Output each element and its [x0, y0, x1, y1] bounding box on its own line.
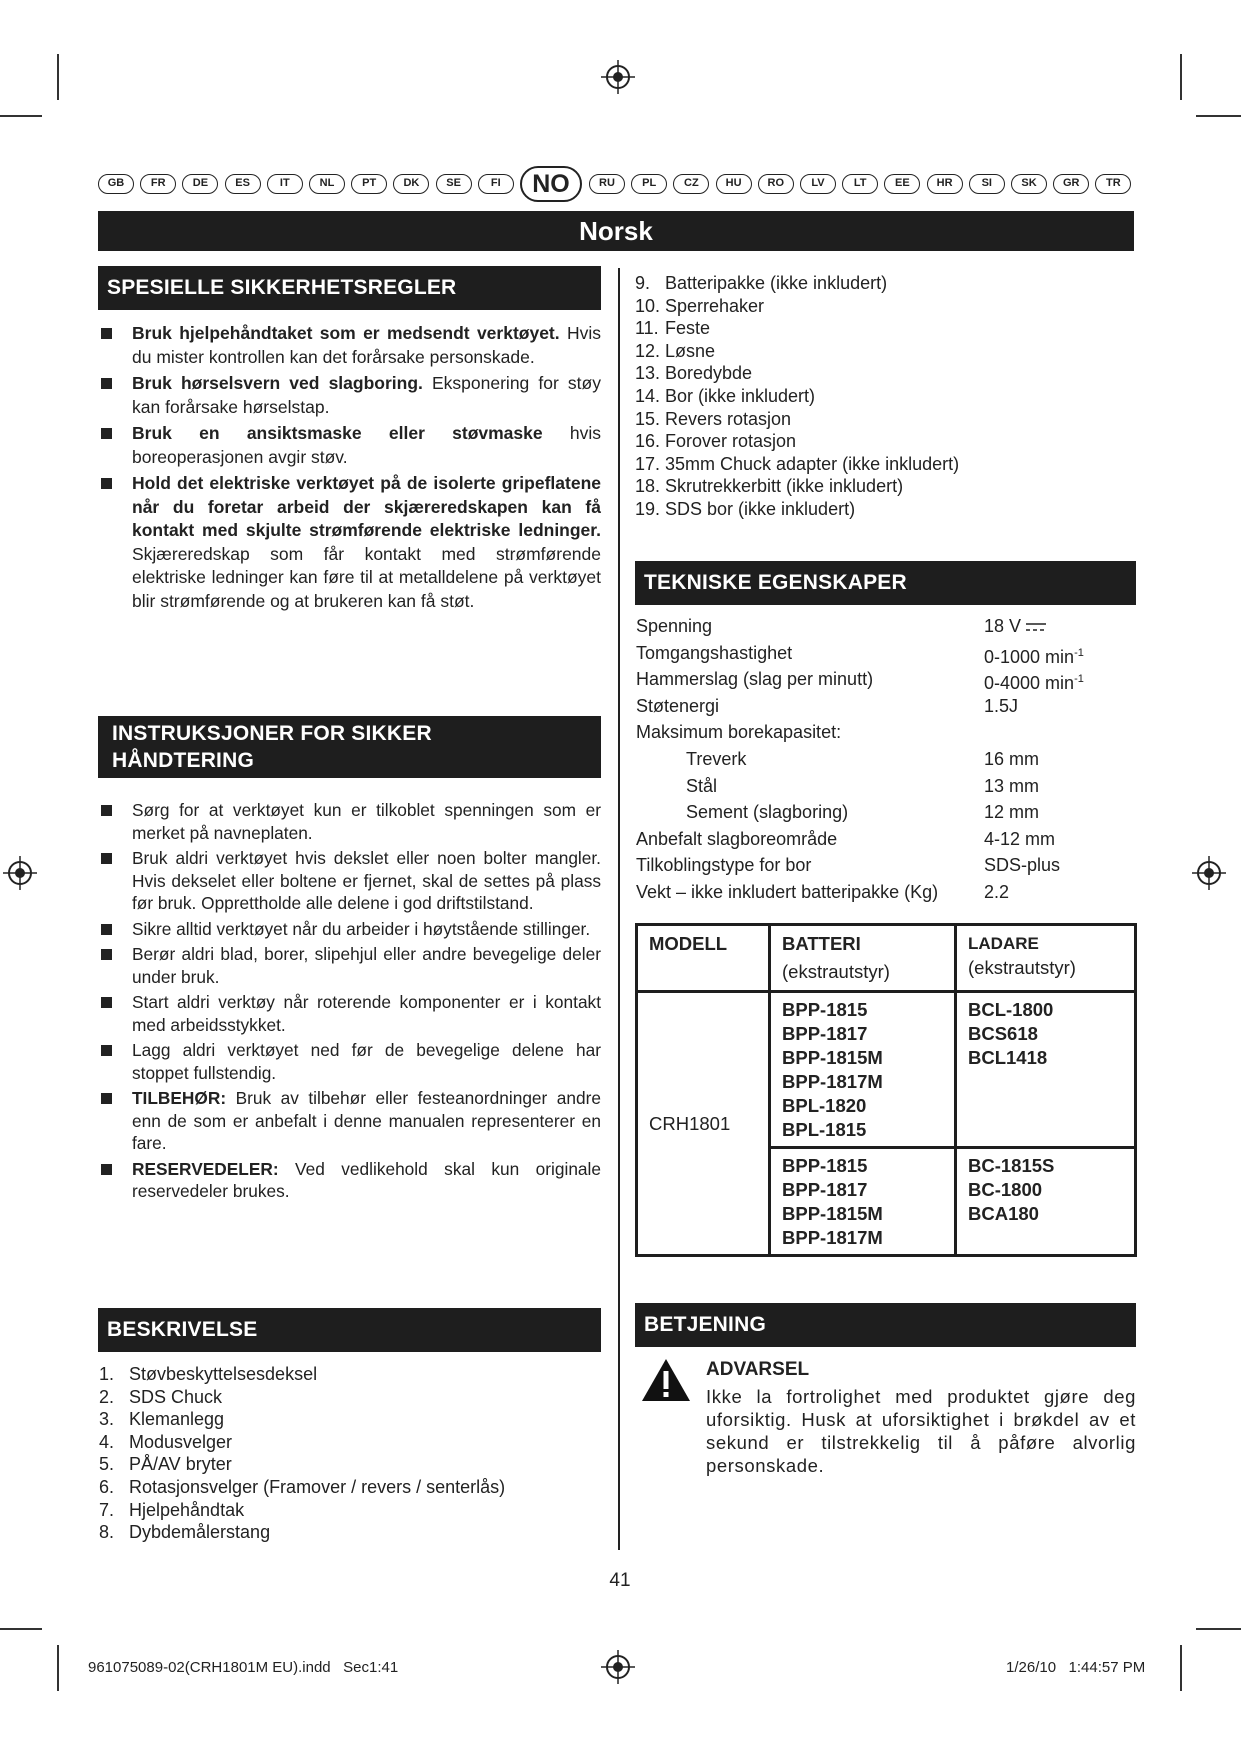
page-number: 41 [609, 1570, 631, 1591]
list-item [635, 453, 1135, 476]
crop-mark [0, 115, 42, 117]
spec-label: Tomgangshastighet [636, 642, 793, 663]
list-item-text: Bor (ikke inkludert) [665, 385, 816, 406]
handling-list [99, 799, 601, 1206]
description-list-continued [635, 272, 1135, 521]
list-item [635, 408, 1135, 431]
language-tab-ro[interactable]: RO [758, 174, 794, 194]
list-item-number: 9. [635, 273, 651, 293]
spec-row [636, 826, 1136, 853]
list-item [99, 1087, 601, 1155]
spec-value: 0-4000 $\min^{-1}$ [984, 673, 1084, 694]
list-item [99, 1386, 599, 1409]
list-item-text: Modusvelger [129, 1431, 233, 1452]
charger-header-sub: (ekstrautstyr) [968, 957, 1076, 978]
list-item [99, 1453, 599, 1476]
list-item [99, 1499, 599, 1522]
spec-row [636, 799, 1136, 826]
list-item-text: Dybdemålerstang [129, 1522, 271, 1543]
operation-heading: BETJENING [635, 1303, 1136, 1347]
battery-model: BPL-1820 [782, 1095, 867, 1116]
table-row [637, 925, 1136, 992]
language-tab-pt[interactable]: PT [351, 174, 387, 194]
battery-model: BPP-1817M [782, 1071, 883, 1092]
spec-label: Støtenergi [636, 695, 720, 716]
spec-label: Maksimum borekapasitet: [636, 722, 842, 743]
language-tab-gb[interactable]: GB [98, 174, 134, 194]
spec-row [636, 852, 1136, 879]
charger-header: LADARE [968, 934, 1039, 953]
list-item [99, 1521, 599, 1544]
safety-list [99, 322, 601, 616]
list-item [635, 430, 1135, 453]
handling-heading [98, 716, 601, 778]
registration-mark-icon [3, 856, 37, 890]
list-item-number: 2. [99, 1386, 115, 1407]
list-item-text: Hjelpehåndtak [129, 1499, 245, 1520]
language-tab-pl[interactable]: PL [631, 174, 667, 194]
list-item-text: hvis boreoperasjonen avgir støv. [132, 423, 602, 467]
list-item [635, 385, 1135, 408]
list-item [99, 1431, 599, 1454]
language-tab-es[interactable]: ES [225, 174, 261, 194]
list-item [99, 943, 601, 988]
list-item-text: Forover rotasjon [665, 431, 797, 452]
list-item-text: Boredybde [665, 363, 753, 384]
handling-heading-line1: INSTRUKSJONER FOR SIKKER [112, 722, 432, 745]
list-item-text: PÅ/AV bryter [129, 1454, 232, 1475]
spec-value: 4-12 mm [984, 828, 1056, 849]
list-item-text: SDS Chuck [129, 1386, 223, 1407]
footer-file-info: 961075089-02(CRH1801M EU).indd Sec1:41 [88, 1659, 399, 1676]
battery-model: BPP-1815 [782, 999, 868, 1020]
spec-label: Sement (slagboring) [686, 802, 849, 823]
list-item-text: Skjæreredskap som får kontakt med strømførende elektriske ledninger kan føre til at metalldelene på verktøyet blir strømførende og at brukeren kan få støt. [132, 543, 601, 611]
list-item [99, 1408, 599, 1431]
language-tab-se[interactable]: SE [436, 174, 472, 194]
list-item [635, 340, 1135, 363]
list-item-text: Start aldri verktøy når roterende komponenter er i kontakt med arbeidsstykket. [132, 992, 601, 1035]
list-item-text: Klemanlegg [129, 1409, 225, 1430]
list-item-number: 6. [99, 1476, 115, 1497]
list-item-number: 16. [635, 431, 661, 452]
table-header-cell [637, 925, 770, 992]
list-item-text: Eksponering for støy kan forårsake hørselstap. [132, 373, 601, 417]
crop-mark [57, 54, 59, 100]
charger-model: BCL-1800 [968, 999, 1054, 1020]
list-item-number: 15. [635, 408, 661, 429]
registration-mark-icon [601, 1650, 635, 1684]
list-item-text: 35mm Chuck adapter (ikke inkludert) [665, 453, 960, 474]
crop-mark [1180, 54, 1182, 100]
specs-heading: TEKNISKE EGENSKAPER [635, 561, 1136, 605]
list-item-text: Revers rotasjon [665, 408, 792, 429]
list-item [99, 847, 601, 915]
warning-text: Ikke la fortrolighet med produktet gjøre deg uforsiktig. Husk at uforsiktighet i brøkdel av et sekund er tilstrekkelig til å påføre alvorlig personskade. [706, 1386, 1136, 1476]
spec-unit-exponent: -1 [1074, 673, 1084, 686]
list-item-text: Ved vedlikehold skal kun originale reservedeler brukes. [132, 1158, 601, 1201]
language-tab-ru[interactable]: RU [589, 174, 625, 194]
crop-mark [1196, 1628, 1241, 1630]
list-item-text: Berør aldri blad, borer, slipehjul eller andre bevegelige deler under bruk. [132, 944, 601, 987]
list-item [99, 372, 601, 419]
list-item-text: Skrutrekkerbitt (ikke inkludert) [665, 476, 904, 497]
column-divider [618, 268, 620, 1550]
list-item [99, 1363, 599, 1386]
language-tab-sk[interactable]: SK [1011, 174, 1047, 194]
battery-model: BPP-1815M [782, 1203, 883, 1224]
battery-model: BPP-1817M [782, 1227, 883, 1248]
spec-row [636, 719, 1136, 746]
spec-label: Stål [686, 775, 718, 796]
list-item [99, 991, 601, 1036]
description-heading: BESKRIVELSE [98, 1308, 601, 1352]
list-item-emphasis: Hold det elektriske verktøyet på de isolerte gripeflatene når du foretar arbeid der skjæreredskapen kan få kontakt med skjulte strømførende elektriske ledninger. [132, 473, 601, 540]
charger-model: BCS618 [968, 1023, 1038, 1044]
list-item-number: 14. [635, 385, 661, 406]
crop-mark [0, 1628, 42, 1630]
list-item [99, 1039, 601, 1084]
spec-row [636, 746, 1136, 773]
language-tab-lt[interactable]: LT [842, 174, 878, 194]
charger-model: BC-1800 [968, 1179, 1043, 1200]
spec-row [636, 640, 1136, 667]
table-row [637, 992, 1136, 1148]
list-item-number: 8. [99, 1522, 115, 1543]
battery-list-cell [770, 992, 956, 1148]
footer-timestamp: 1/26/10 1:44:57 PM [1006, 1659, 1146, 1676]
registration-mark-icon [1192, 856, 1226, 890]
battery-model: BPP-1817 [782, 1179, 868, 1200]
safety-heading: SPESIELLE SIKKERHETSREGLER [98, 266, 601, 310]
charger-list-cell [956, 1148, 1136, 1256]
list-item [99, 422, 601, 469]
list-item-number: 13. [635, 363, 661, 384]
dc-current-icon [1025, 622, 1047, 632]
list-item [635, 498, 1135, 521]
list-item-number: 5. [99, 1454, 115, 1475]
list-item [99, 918, 601, 941]
list-item-text: Hvis du mister kontrollen kan det forårsake personskade. [132, 323, 601, 367]
list-item-text: Sperrehaker [665, 295, 765, 316]
language-tab-dk[interactable]: DK [393, 174, 429, 194]
spec-label: Spenning [636, 616, 713, 636]
language-tab-si[interactable]: SI [969, 174, 1005, 194]
spec-value: 2.2 [984, 881, 1010, 902]
battery-list-cell [770, 1148, 956, 1256]
list-item-text: SDS bor (ikke inkludert) [665, 498, 856, 519]
list-item [99, 1158, 601, 1203]
specs-table [636, 613, 1136, 906]
spec-row [636, 666, 1136, 693]
list-item-emphasis: TILBEHØR: [132, 1088, 227, 1108]
list-item-number: 11. [635, 318, 659, 339]
battery-model: BPL-1815 [782, 1119, 867, 1140]
model-cell [637, 992, 770, 1256]
language-tab-lv[interactable]: LV [800, 174, 836, 194]
language-tab-nl[interactable]: NL [309, 174, 345, 194]
list-item [99, 799, 601, 844]
list-item [99, 1476, 599, 1499]
spec-value: 12 mm [984, 802, 1040, 823]
charger-list-cell [956, 992, 1136, 1148]
language-tab-no[interactable]: NO [520, 166, 582, 202]
description-list [99, 1363, 599, 1544]
list-item-number: 12. [635, 340, 661, 361]
language-tab-fi[interactable]: FI [478, 174, 514, 194]
spec-value: 0-1000 $\min^{-1}$ [984, 646, 1084, 667]
spec-value: 18 V [984, 613, 1047, 640]
list-item-number: 4. [99, 1431, 115, 1452]
list-item-text: Rotasjonsvelger (Framover / revers / senterlås) [129, 1476, 506, 1497]
model-name: CRH1801 [649, 1112, 731, 1134]
crop-mark [1180, 1645, 1182, 1691]
list-item-text: Løsne [665, 340, 716, 361]
registration-mark-icon [601, 60, 635, 94]
crop-mark [1196, 115, 1241, 117]
charger-model: BCL1418 [968, 1047, 1048, 1068]
spec-label: Anbefalt slagboreområde [636, 828, 838, 849]
list-item-number: 18. [635, 476, 661, 497]
list-item-text: Feste [665, 318, 711, 339]
battery-model: BPP-1817 [782, 1023, 868, 1044]
list-item [99, 472, 601, 613]
language-tab-gr[interactable]: GR [1053, 174, 1089, 194]
list-item-text: Bruk av tilbehør eller festeanordninger andre enn de som er anbefalt i denne manualen representerer en fare. [132, 1088, 601, 1153]
battery-model: BPP-1815M [782, 1047, 883, 1068]
list-item-number: 1. [99, 1364, 115, 1384]
list-item [635, 295, 1135, 318]
charger-model: BC-1815S [968, 1155, 1055, 1176]
language-tab-cz[interactable]: CZ [673, 174, 709, 194]
spec-row [636, 879, 1136, 906]
warning-title: ADVARSEL [706, 1359, 810, 1380]
language-tab-hu[interactable]: HU [716, 174, 752, 194]
table-header-cell [770, 925, 956, 992]
list-item-number: 10. [635, 295, 661, 316]
spec-value: 13 mm [984, 775, 1040, 796]
list-item [635, 362, 1135, 385]
list-item [635, 475, 1135, 498]
spec-unit-exponent: -1 [1074, 646, 1084, 659]
list-item-text: Batteripakke (ikke inkludert) [665, 273, 888, 293]
page-title: Norsk [98, 211, 1134, 251]
list-item-number: 17. [635, 453, 661, 474]
language-tab-tr[interactable]: TR [1095, 174, 1131, 194]
list-item [99, 322, 601, 369]
spec-label: Tilkoblingstype for bor [636, 855, 812, 876]
table-header-cell [956, 925, 1136, 992]
handling-heading-line2: HÅNDTERING [112, 749, 254, 772]
spec-value: SDS-plus [984, 855, 1061, 876]
spec-row [636, 693, 1136, 720]
spec-label: Treverk [686, 748, 747, 769]
warning-icon [640, 1357, 692, 1403]
list-item-number: 3. [99, 1409, 115, 1430]
language-tab-it[interactable]: IT [267, 174, 303, 194]
model-header: MODELL [649, 933, 728, 954]
list-item-emphasis: Bruk hørselsvern ved slagboring. [132, 373, 423, 393]
list-item-emphasis: Bruk hjelpehåndtaket som er medsendt verktøyet. [132, 323, 560, 343]
battery-model: BPP-1815 [782, 1155, 868, 1176]
list-item-text: Lagg aldri verktøyet ned før de bevegelige delene har stoppet fullstendig. [132, 1040, 601, 1083]
spec-value: 1.5J [984, 695, 1019, 716]
charger-model: BCA180 [968, 1203, 1039, 1224]
list-item-emphasis: RESERVEDELER: [132, 1158, 279, 1179]
language-tab-ee[interactable]: EE [884, 174, 920, 194]
list-item-text: Støvbeskyttelsesdeksel [129, 1364, 318, 1384]
spec-label: Hammerslag (slag per minutt) [636, 669, 874, 690]
list-item [635, 317, 1135, 340]
spec-label: Vekt – ikke inkludert batteripakke (Kg) [636, 881, 939, 902]
model-table [635, 923, 1137, 1257]
battery-header-sub: (ekstrautstyr) [782, 961, 890, 982]
language-tab-de[interactable]: DE [182, 174, 218, 194]
list-item-number: 19. [635, 498, 661, 519]
list-item-text: Sørg for at verktøyet kun er tilkoblet spenningen som er merket på navneplaten. [132, 800, 601, 843]
crop-mark [57, 1645, 59, 1691]
list-item [635, 272, 1135, 295]
list-item-emphasis: Bruk en ansiktsmaske eller støvmaske [132, 423, 543, 443]
battery-header: BATTERI [782, 933, 861, 954]
list-item-text: Sikre alltid verktøyet når du arbeider i høytstående stillinger. [132, 918, 591, 939]
spec-value: 16 mm [984, 748, 1040, 769]
list-item-text: Bruk aldri verktøyet hvis dekslet eller noen bolter mangler. Hvis dekselet eller boltene er fjernet, skal de settes på plass før bruk. Opprettholde alle delene i god driftstilstand. [132, 848, 601, 913]
language-tab-fr[interactable]: FR [140, 174, 176, 194]
language-selector [98, 166, 1132, 202]
spec-row [636, 773, 1136, 800]
spec-row [636, 613, 1136, 640]
list-item-number: 7. [99, 1499, 115, 1520]
language-tab-hr[interactable]: HR [927, 174, 963, 194]
